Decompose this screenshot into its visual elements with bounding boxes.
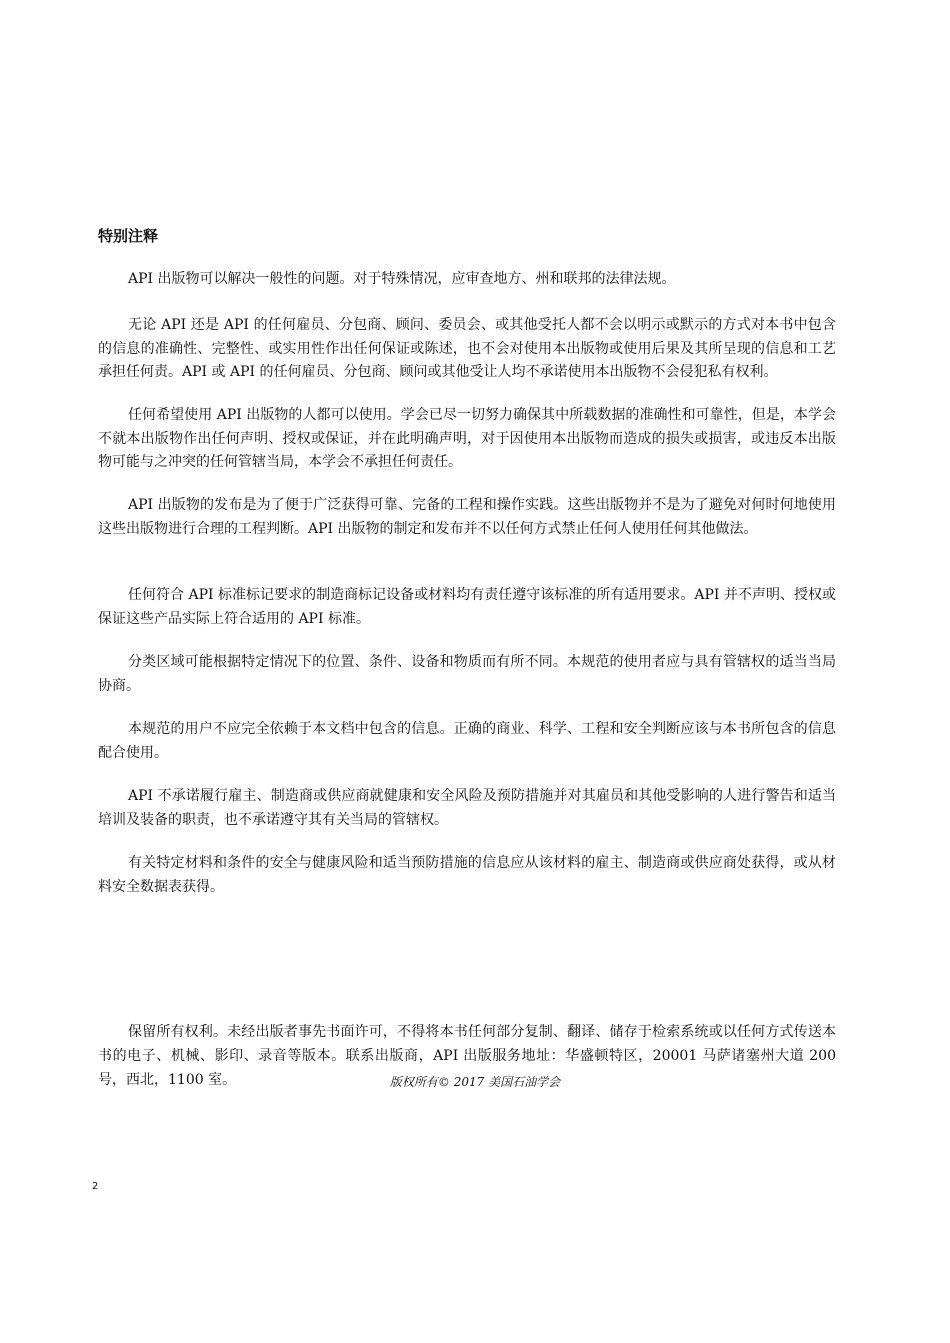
note-paragraph: API 出版物的发布是为了便于广泛获得可靠、完备的工程和操作实践。这些出版物并不是为了避免对何时何地使用这些出版物进行合理的工程判断。API 出版物的制定和发布并不以任何方式禁止任何人使用任何其他做法。	[98, 497, 836, 537]
special-notes	[98, 268, 836, 900]
note-paragraph: API 出版物可以解决一般性的问题。对于特殊情况，应审查地方、州和联邦的法律法规。	[128, 271, 676, 287]
note-paragraph: 有关特定材料和条件的安全与健康风险和适当预防措施的信息应从该材料的雇主、制造商或供应商处获得，或从材料安全数据表获得。	[98, 855, 836, 895]
section-heading: 特别注释	[98, 227, 159, 245]
rights-reserved-paragraph: 保留所有权利。未经出版者事先书面许可，不得将本书任何部分复制、翻译、储存于检索系统或以任何方式传送本书的电子、机械、影印、录音等版本。联系出版商，API 出版服务地址：华盛顿特区，20001 马萨诸塞州大道 200 号，西北，1100 室。	[98, 1024, 836, 1088]
note-paragraph: 任何希望使用 API 出版物的人都可以使用。学会已尽一切努力确保其中所载数据的准确性和可靠性，但是，本学会不就本出版物作出任何声明、授权或保证，并在此明确声明，对于因使用本出版物而造成的损失或损害，或违反本出版物可能与之冲突的任何管辖当局，本学会不承担任何责任。	[98, 407, 836, 470]
note-paragraph: 本规范的用户不应完全依赖于本文档中包含的信息。正确的商业、科学、工程和安全判断应该与本书所包含的信息配合使用。	[98, 721, 836, 761]
note-paragraph: 任何符合 API 标准标记要求的制造商标记设备或材料均有责任遵守该标准的所有适用要求。API 并不声明、授权或保证这些产品实际上符合适用的 API 标准。	[98, 587, 836, 627]
copyright-line: 版权所有© 2017 美国石油学会	[389, 1075, 561, 1089]
note-paragraph: API 不承诺履行雇主、制造商或供应商就健康和安全风险及预防措施并对其雇员和其他受影响的人进行警告和适当培训及装备的职责，也不承诺遵守其有关当局的管辖权。	[98, 788, 836, 828]
note-paragraph: 分类区域可能根据特定情况下的位置、条件、设备和物质而有所不同。本规范的使用者应与具有管辖权的适当当局协商。	[98, 654, 836, 694]
note-paragraph: 无论 API 还是 API 的任何雇员、分包商、顾问、委员会、或其他受托人都不会以明示或默示的方式对本书中包含的信息的准确性、完整性、或实用性作出任何保证或陈述，也不会对使用本出版物或使用后果及其所呈现的信息和工艺承担任何责。API 或 API 的任何雇员、分包商、顾问或其他受让人均不承诺使用本出版物不会侵犯私有权利。	[98, 317, 836, 380]
page-number: 2	[92, 1181, 99, 1192]
